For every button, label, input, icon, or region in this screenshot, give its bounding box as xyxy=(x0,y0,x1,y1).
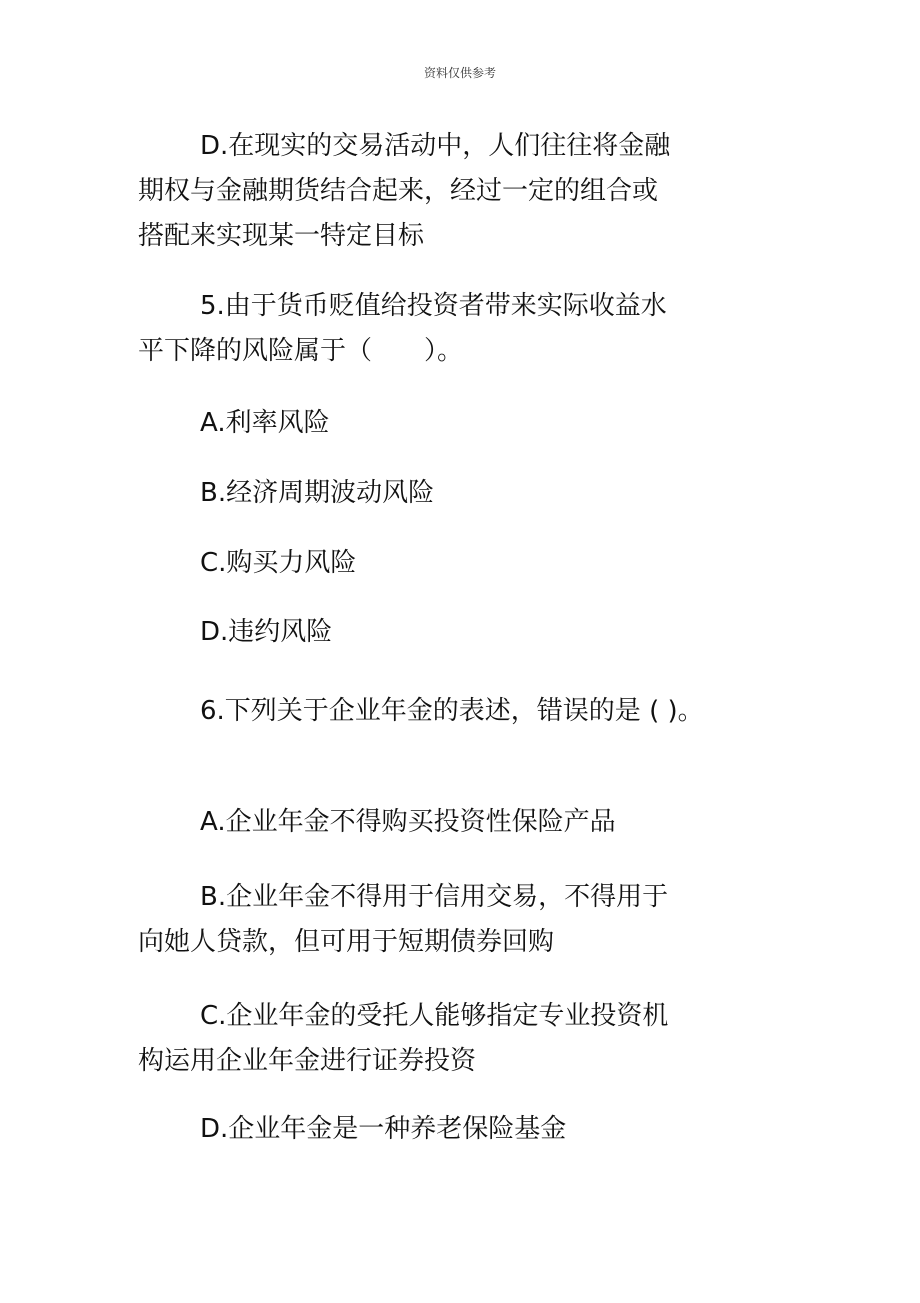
text-line: 6.下列关于企业年金的表述，错误的是 ( )。 xyxy=(200,696,704,726)
text-line: A.利率风险 xyxy=(200,408,330,438)
text-line: D.企业年金是一种养老保险基金 xyxy=(200,1114,567,1144)
q5-option-b xyxy=(138,471,738,516)
text-line: D.在现实的交易活动中，人们往往将金融 xyxy=(200,131,671,161)
text-line: C.企业年金的受托人能够指定专业投资机 xyxy=(200,1001,669,1031)
q6-option-d xyxy=(138,1107,738,1152)
question-5 xyxy=(138,284,738,374)
text-line: 向她人贷款，但可用于短期债券回购 xyxy=(138,927,555,957)
text-line: 期权与金融期货结合起来，经过一定的组合或 xyxy=(138,176,659,206)
option-d-previous xyxy=(138,124,738,259)
page-header: 资料仅供参考 xyxy=(423,66,496,80)
text-line: B.经济周期波动风险 xyxy=(200,478,435,508)
text-line: C.购买力风险 xyxy=(200,548,357,578)
q5-option-a xyxy=(138,401,738,446)
q6-option-a xyxy=(138,800,738,845)
question-6 xyxy=(138,689,738,734)
text-line: 5.由于货币贬值给投资者带来实际收益水 xyxy=(200,291,667,321)
text-line: A.企业年金不得购买投资性保险产品 xyxy=(200,807,616,837)
text-line: B.企业年金不得用于信用交易，不得用于 xyxy=(200,882,669,912)
q6-option-b xyxy=(138,875,738,965)
text-line: 搭配来实现某一特定目标 xyxy=(138,221,425,251)
text-line: 平下降的风险属于（ ）。 xyxy=(138,336,464,366)
text-line: D.违约风险 xyxy=(200,617,333,647)
q5-option-c xyxy=(138,541,738,586)
q5-option-d xyxy=(138,610,738,655)
text-line: 构运用企业年金进行证券投资 xyxy=(138,1046,477,1076)
q6-option-c xyxy=(138,994,738,1084)
